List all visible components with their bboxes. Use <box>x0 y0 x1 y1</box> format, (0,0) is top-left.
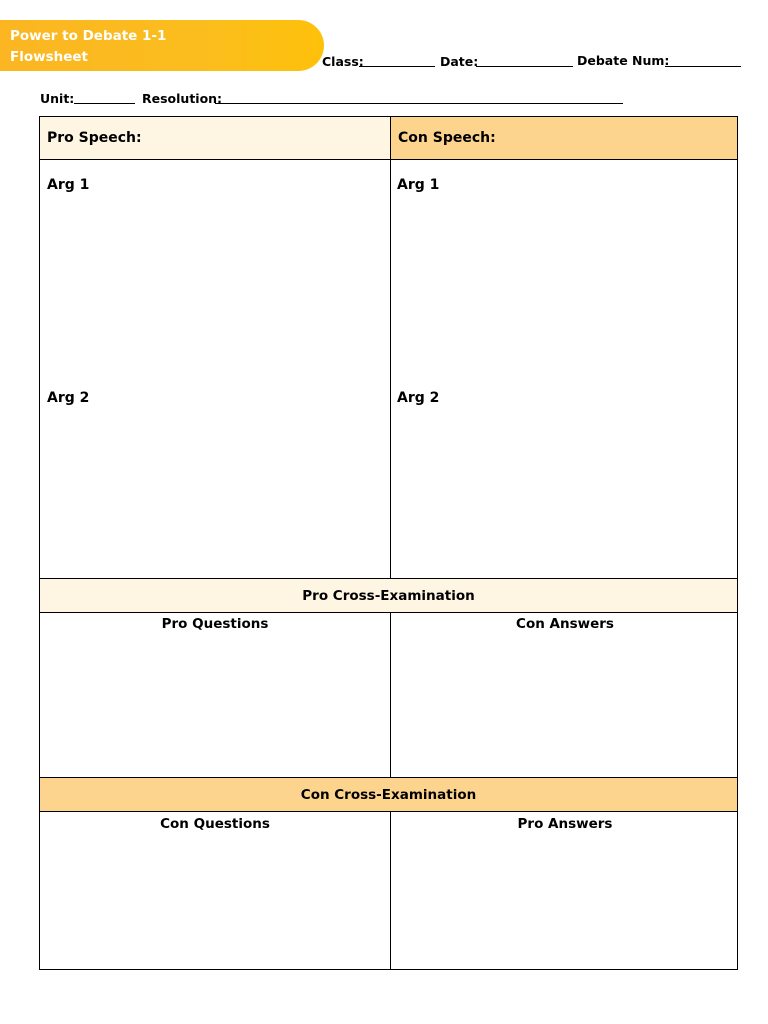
con-cross-examination-band <box>40 777 737 812</box>
speech-divider <box>390 160 391 578</box>
resolution-blank[interactable] <box>215 103 623 104</box>
pro-speech-header <box>40 117 391 160</box>
con-answers-label: Con Answers <box>516 616 614 632</box>
unit-blank[interactable] <box>74 103 135 104</box>
pro-speech-label: Pro Speech: <box>47 130 142 146</box>
debate-num-blank[interactable] <box>665 66 741 67</box>
pro-cross-examination-band <box>40 578 737 613</box>
class-blank[interactable] <box>359 66 435 67</box>
title-line-1: Power to Debate 1-1 <box>10 28 167 44</box>
con-cross-divider <box>390 812 391 969</box>
resolution-label: Resolution: <box>142 91 223 106</box>
con-arg1-label: Arg 1 <box>397 177 440 193</box>
pro-cross-examination-title: Pro Cross-Examination <box>302 588 475 604</box>
pro-arg2-label: Arg 2 <box>47 390 90 406</box>
date-blank[interactable] <box>476 66 573 67</box>
con-arg2-label: Arg 2 <box>397 390 440 406</box>
flowsheet-grid <box>39 116 738 970</box>
title-line-2: Flowsheet <box>10 49 89 65</box>
debate-num-label: Debate Num: <box>577 53 670 68</box>
con-questions-label: Con Questions <box>160 816 270 832</box>
pro-questions-label: Pro Questions <box>161 616 269 632</box>
con-speech-header <box>391 117 737 160</box>
con-speech-label: Con Speech: <box>398 130 496 146</box>
date-label: Date: <box>440 54 479 69</box>
class-label: Class: <box>322 54 364 69</box>
con-cross-examination-title: Con Cross-Examination <box>300 787 477 803</box>
pro-arg1-label: Arg 1 <box>47 177 90 193</box>
pro-answers-label: Pro Answers <box>517 816 613 832</box>
unit-label: Unit: <box>40 91 75 106</box>
pro-cross-divider <box>390 613 391 778</box>
title-banner <box>0 20 324 71</box>
